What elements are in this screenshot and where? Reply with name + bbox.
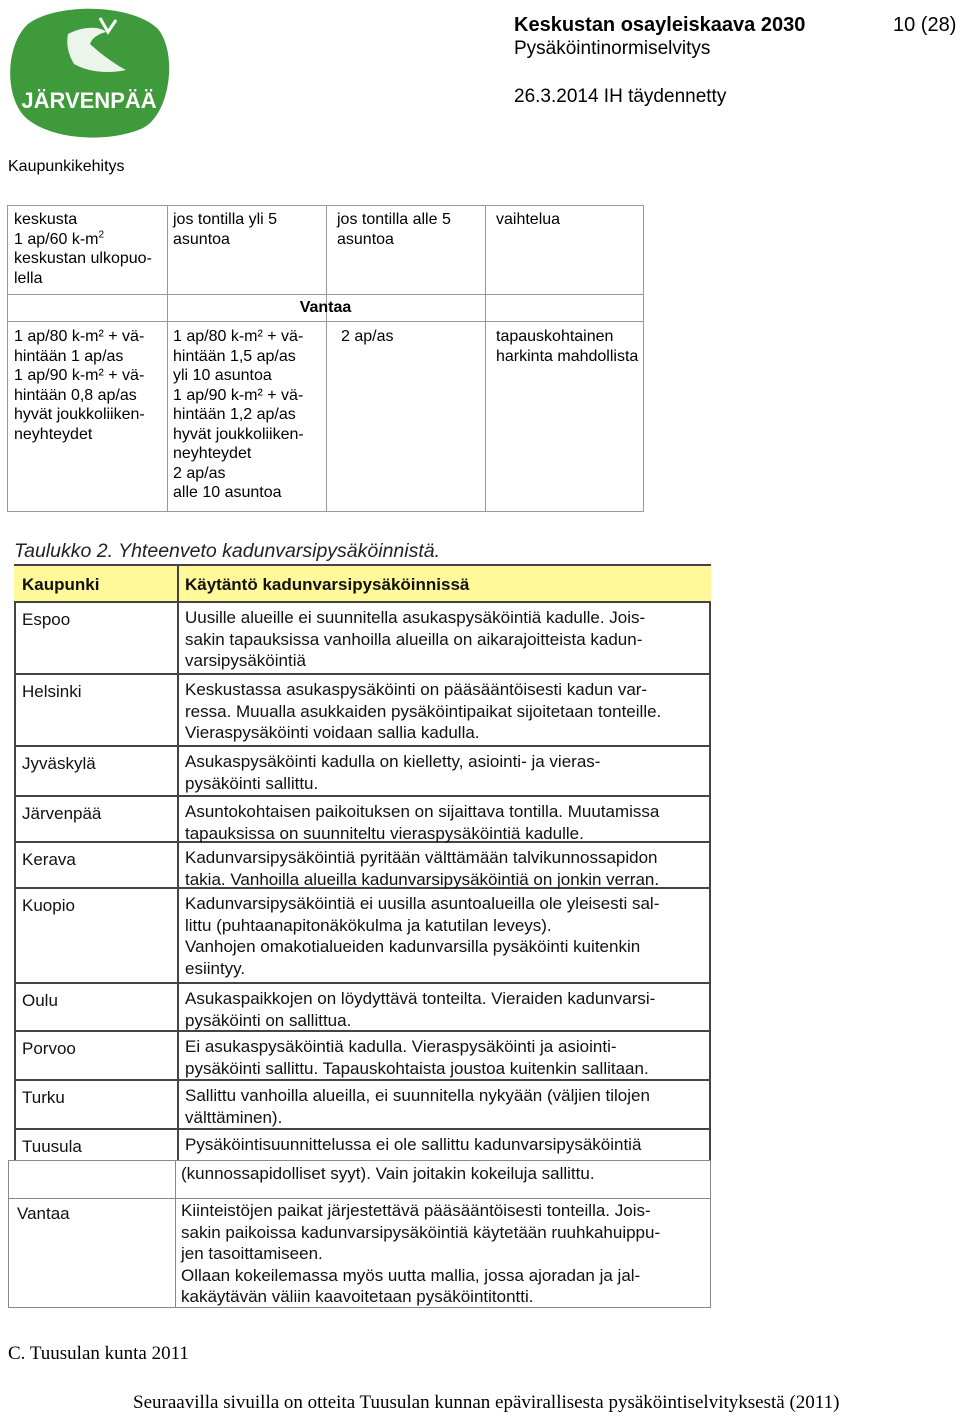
footer-note: Seuraavilla sivuilla on otteita Tuusulan kunnan epävirallisesta pysäköintiselvityksestä (2011) [133,1392,840,1413]
row-city: Oulu [22,991,58,1010]
table1-r1-c3: jos tontilla alle 5 asuntoa [337,211,451,248]
table-row [14,889,711,984]
parking-norm-table [7,205,644,512]
department-label: Kaupunkikehitys [8,158,125,175]
column-header-practice: Käytäntö kadunvarsipysäköinnissä [185,575,470,594]
row-city: Jyväskylä [22,754,96,773]
table-row [14,675,711,747]
document-title: Keskustan osayleiskaava 2030 [514,14,806,36]
logo-text: JÄRVENPÄÄ [21,88,157,113]
column-header-city: Kaupunki [22,575,100,594]
row-practice: Asukaspaikkojen on löydyttävä tonteilta. Vieraiden kadunvarsi- pysäköinti on sallittua. [185,989,656,1030]
row-practice: Uusille alueille ei suunnitella asukaspysäköintiä kadulle. Jois- sakin tapauksissa vanhoilla alueilla on aikarajoitteista kadun- varsipysäköintiä [185,608,646,671]
row-city: Järvenpää [22,804,102,823]
table-row [14,1130,711,1160]
table1-city-header: Vantaa [299,299,352,316]
jarvenpaa-logo [8,4,170,138]
table1-r2-c2: 1 ap/80 k-m² + vä- hintään 1,5 ap/as yli 10 asuntoa 1 ap/90 k-m² + vä- hintään 1,2 ap/as hyvät joukkoliiken- neyhteydet 2 ap/as alle 10 asuntoa [173,328,304,501]
row-city: Tuusula [22,1137,82,1156]
row-practice: Pysäköintisuunnittelussa ei ole sallittu kadunvarsipysäköintiä [185,1135,642,1154]
table-row [14,1081,711,1130]
row-practice: Kadunvarsipysäköintiä ei uusilla asuntoalueilla ole yleisesti sal- littu (puhtaanapitonäkökulma ja katutilan leveys). Vanhojen omakotialueiden kadunvarsilla pysäköinti kuitenkin esiintyy. [185,894,660,978]
row-city: Kuopio [22,896,75,915]
table1-r1-c2: jos tontilla yli 5 asuntoa [173,211,278,248]
table-row [14,843,711,889]
row-city: Espoo [22,610,71,629]
table2-header-row [14,564,711,603]
document-subtitle: Pysäköintinormiselvitys [514,38,711,59]
table-row [14,603,711,675]
row-practice: Asukaspysäköinti kadulla on kielletty, asiointi- ja vieras- pysäköinti sallittu. [185,752,601,793]
table-row [14,797,711,843]
table1-r1-c1: keskusta 1 ap/60 $k-m^2$ keskustan ulkopuo- lella [14,211,152,287]
document-date: 26.3.2014 IH täydennetty [514,86,727,107]
row-city: Turku [22,1088,65,1107]
page-number: 10 (28) [893,14,957,36]
tuusula-continued-text: (kunnossapidolliset syyt). Vain joitakin kokeiluja sallittu. [181,1164,595,1183]
row-city: Porvoo [22,1039,76,1058]
table1-r1-c4: vaihtelua [496,211,561,228]
row-practice: Keskustassa asukaspysäköinti on pääsääntöisesti kadun var- ressa. Muualla asukkaiden pysäköintipaikat sijoitetaan tonteille. Vieraspysäköinti voidaan sallia kadulla. [185,680,662,743]
table-caption: Taulukko 2. Yhteenveto kadunvarsipysäköinnistä. [14,540,441,562]
row-city: Vantaa [17,1204,70,1223]
source-heading: C. Tuusulan kunta 2011 [8,1343,189,1364]
row-practice: Asuntokohtaisen paikoituksen on sijaittava tontilla. Muutamissa tapauksissa on suunniteltu vieraspysäköintiä kadulle. [185,802,660,843]
row-practice: Sallittu vanhoilla alueilla, ei suunnitella nykyään (väljien tilojen välttäminen). [185,1086,650,1127]
row-city: Kerava [22,850,76,869]
street-parking-table-continued [8,1160,711,1308]
table1-r2-c4: tapauskohtainen harkinta mahdollista [496,328,639,365]
table2-column-divider [177,564,179,1160]
row-practice: Ei asukaspysäköintiä kadulla. Vieraspysäköinti ja asiointi- pysäköinti sallittu. Tapauskohtaista joustoa kuitenkin sallitaan. [185,1037,649,1078]
table-row [14,984,711,1032]
table-row [14,1032,711,1081]
table1-r2-c3: 2 ap/as [341,328,394,345]
row-practice: Kadunvarsipysäköintiä pyritään välttämään talvikunnossapidon takia. Vanhoilla alueilla kadunvarsipysäköintiä on jonkin verran. [185,848,660,889]
row-practice: Kiinteistöjen paikat järjestettävä pääsääntöisesti tonteilla. Jois- sakin paikoissa kadunvarsipysäköintiä käytetään ruuhkahuippu- jen tasoittamiseen. Ollaan kokeilemassa myös uutta mallia, jossa ajoradan ja jal- kakäytävän väliin kaavoitetaan pysäköintitontti. [181,1201,661,1307]
table-row [14,747,711,797]
table1-r2-c1: 1 ap/80 k-m² + vä- hintään 1 ap/as 1 ap/90 k-m² + vä- hintään 0,8 ap/as hyvät joukkoliiken- neyhteydet [14,328,145,443]
row-city: Helsinki [22,682,82,701]
